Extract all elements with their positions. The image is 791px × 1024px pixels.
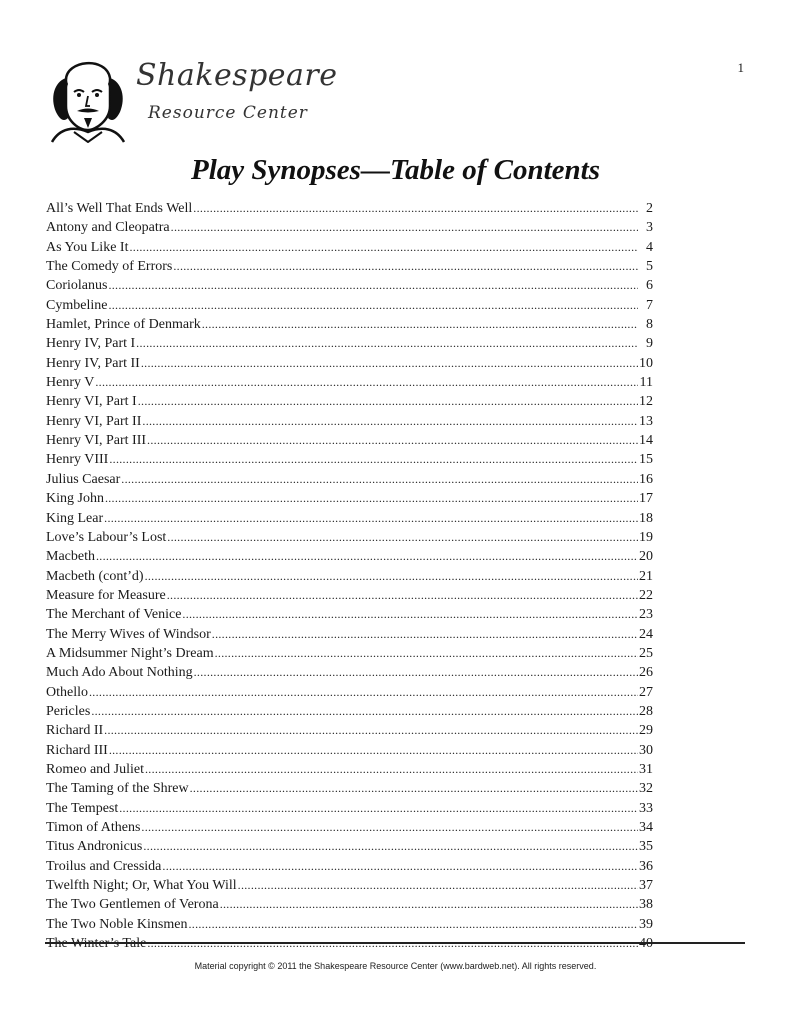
- toc-entry[interactable]: [46, 238, 653, 257]
- toc-entry-title: The Tempest: [46, 800, 119, 816]
- toc-entry[interactable]: [46, 470, 653, 489]
- toc-entry-title: Richard II: [46, 723, 104, 739]
- toc-entry-page: 36: [639, 858, 653, 874]
- toc-entry-page: 21: [639, 568, 653, 584]
- toc-entry[interactable]: [46, 450, 653, 469]
- toc-entry-title: Love’s Labour’s Lost: [46, 529, 167, 545]
- toc-dot-leader: [104, 721, 638, 740]
- toc-entry-page: 26: [639, 665, 653, 681]
- toc-dot-leader: [167, 586, 638, 605]
- toc-dot-leader: [145, 760, 638, 779]
- toc-entry[interactable]: [46, 876, 653, 895]
- toc-entry-page: 14: [639, 433, 653, 449]
- toc-dot-leader: [147, 431, 638, 450]
- toc-entry[interactable]: [46, 837, 653, 856]
- toc-entry-title: Hamlet, Prince of Denmark: [46, 317, 201, 333]
- toc-entry-page: 30: [639, 742, 653, 758]
- toc-entry-page: 4: [646, 239, 653, 255]
- toc-entry-page: 22: [639, 587, 653, 603]
- toc-entry[interactable]: [46, 779, 653, 798]
- toc-entry-page: 15: [639, 452, 653, 468]
- toc-entry-title: The Merry Wives of Windsor: [46, 626, 211, 642]
- toc-entry[interactable]: [46, 605, 653, 624]
- toc-entry[interactable]: [46, 373, 653, 392]
- toc-entry[interactable]: [46, 412, 653, 431]
- toc-entry[interactable]: [46, 199, 653, 218]
- toc-entry-title: Troilus and Cressida: [46, 858, 162, 874]
- toc-dot-leader: [188, 915, 638, 934]
- toc-entry-page: 10: [639, 355, 653, 371]
- toc-entry-page: 38: [639, 897, 653, 913]
- toc-dot-leader: [182, 605, 638, 624]
- toc-entry-page: 8: [646, 317, 653, 333]
- toc-entry-title: Cymbeline: [46, 297, 108, 313]
- toc-entry-page: 11: [639, 375, 653, 391]
- toc-entry-title: Henry IV, Part I: [46, 336, 136, 352]
- table-of-contents: [46, 199, 653, 953]
- toc-dot-leader: [220, 895, 638, 914]
- toc-dot-leader: [141, 818, 638, 837]
- toc-entry-title: The Two Noble Kinsmen: [46, 916, 188, 932]
- toc-entry-page: 39: [639, 916, 653, 932]
- toc-entry[interactable]: [46, 818, 653, 837]
- toc-dot-leader: [212, 625, 638, 644]
- toc-entry[interactable]: [46, 895, 653, 914]
- toc-entry[interactable]: [46, 528, 653, 547]
- toc-entry[interactable]: [46, 586, 653, 605]
- logo-wordmark: Shakespeare: [136, 58, 338, 93]
- toc-entry-page: 16: [639, 471, 653, 487]
- toc-dot-leader: [95, 373, 638, 392]
- toc-entry-page: 35: [639, 839, 653, 855]
- toc-entry[interactable]: [46, 354, 653, 373]
- toc-entry-title: All’s Well That Ends Well: [46, 201, 193, 216]
- toc-entry-page: 2: [646, 201, 653, 216]
- toc-entry-page: 12: [639, 394, 653, 410]
- logo-subtitle: Resource Center: [148, 103, 308, 123]
- toc-dot-leader: [215, 644, 638, 663]
- toc-entry[interactable]: [46, 296, 653, 315]
- toc-entry-title: Henry VI, Part II: [46, 413, 142, 429]
- toc-entry[interactable]: [46, 489, 653, 508]
- toc-entry-page: 32: [639, 781, 653, 797]
- toc-dot-leader: [162, 857, 638, 876]
- shakespeare-portrait-icon: [44, 48, 136, 143]
- toc-dot-leader: [145, 567, 638, 586]
- toc-entry-page: 5: [646, 259, 653, 275]
- toc-entry-page: 31: [639, 761, 653, 777]
- toc-entry[interactable]: [46, 741, 653, 760]
- toc-entry-page: 37: [639, 878, 653, 894]
- toc-entry-page: 3: [646, 220, 653, 236]
- toc-dot-leader: [104, 509, 638, 528]
- toc-entry-page: 27: [639, 684, 653, 700]
- toc-entry-title: Macbeth: [46, 549, 95, 565]
- toc-entry-title: Twelfth Night; Or, What You Will: [46, 878, 237, 894]
- toc-entry-title: Much Ado About Nothing: [46, 665, 193, 681]
- toc-dot-leader: [167, 528, 638, 547]
- footer-divider: [45, 942, 745, 944]
- toc-entry[interactable]: [46, 218, 653, 237]
- toc-entry-title: Antony and Cleopatra: [46, 220, 170, 236]
- toc-entry-title: Coriolanus: [46, 278, 108, 294]
- toc-entry-page: 24: [639, 626, 653, 642]
- toc-dot-leader: [194, 663, 638, 682]
- toc-entry[interactable]: [46, 257, 653, 276]
- toc-entry-page: 6: [646, 278, 653, 294]
- toc-dot-leader: [89, 683, 638, 702]
- toc-entry[interactable]: [46, 431, 653, 450]
- toc-dot-leader: [190, 779, 638, 798]
- toc-entry-title: Henry V: [46, 375, 95, 391]
- toc-dot-leader: [138, 392, 638, 411]
- toc-entry-title: Henry VI, Part I: [46, 394, 137, 410]
- toc-entry[interactable]: [46, 663, 653, 682]
- toc-entry[interactable]: [46, 315, 653, 334]
- toc-entry-title: Romeo and Juliet: [46, 761, 144, 777]
- toc-dot-leader: [143, 837, 638, 856]
- toc-entry-title: King John: [46, 491, 104, 507]
- toc-entry-title: The Merchant of Venice: [46, 607, 182, 623]
- toc-dot-leader: [193, 199, 638, 218]
- footer-copyright: Material copyright © 2011 the Shakespeare Resource Center (www.bardweb.net). All rights reserved.: [194, 961, 597, 971]
- toc-entry-page: 19: [639, 529, 653, 545]
- toc-entry[interactable]: [46, 567, 653, 586]
- toc-entry-page: 20: [639, 549, 653, 565]
- toc-dot-leader: [119, 799, 638, 818]
- toc-entry-page: 33: [639, 800, 653, 816]
- toc-entry[interactable]: [46, 547, 653, 566]
- logo: [44, 48, 338, 148]
- toc-entry-title: Othello: [46, 684, 88, 700]
- toc-entry[interactable]: [46, 721, 653, 740]
- toc-entry[interactable]: [46, 625, 653, 644]
- toc-entry-page: 25: [639, 645, 653, 661]
- toc-entry-title: Henry VI, Part III: [46, 433, 147, 449]
- toc-entry-title: The Two Gentlemen of Verona: [46, 897, 219, 913]
- toc-entry-title: Timon of Athens: [46, 820, 141, 835]
- toc-dot-leader: [91, 702, 638, 721]
- toc-entry[interactable]: [46, 392, 653, 411]
- toc-entry-title: Pericles: [46, 703, 91, 719]
- toc-entry[interactable]: [46, 857, 653, 876]
- toc-dot-leader: [129, 238, 638, 257]
- toc-dot-leader: [121, 470, 638, 489]
- toc-dot-leader: [141, 354, 638, 373]
- toc-dot-leader: [109, 450, 638, 469]
- toc-entry-title: Measure for Measure: [46, 587, 166, 603]
- toc-dot-leader: [202, 315, 638, 334]
- toc-entry-page: 23: [639, 607, 653, 623]
- toc-dot-leader: [142, 412, 638, 431]
- toc-entry-title: The Comedy of Errors: [46, 259, 173, 275]
- toc-dot-leader: [105, 489, 638, 508]
- toc-dot-leader: [171, 218, 638, 237]
- toc-dot-leader: [96, 547, 638, 566]
- toc-entry[interactable]: [46, 276, 653, 295]
- toc-entry-title: As You Like It: [46, 239, 129, 255]
- toc-entry-title: Titus Andronicus: [46, 839, 143, 855]
- toc-entry-title: Henry IV, Part II: [46, 355, 140, 371]
- toc-entry-title: King Lear: [46, 510, 104, 526]
- toc-entry-page: 7: [646, 297, 653, 313]
- toc-dot-leader: [108, 276, 638, 295]
- toc-entry[interactable]: [46, 799, 653, 818]
- toc-dot-leader: [109, 741, 638, 760]
- toc-entry-title: The Taming of the Shrew: [46, 781, 189, 797]
- toc-entry[interactable]: [46, 644, 653, 663]
- toc-dot-leader: [108, 296, 638, 315]
- toc-dot-leader: [173, 257, 638, 276]
- toc-entry-title: A Midsummer Night’s Dream: [46, 645, 214, 661]
- toc-entry[interactable]: [46, 683, 653, 702]
- toc-entry-page: 9: [646, 336, 653, 352]
- toc-entry-page: 28: [639, 703, 653, 719]
- toc-dot-leader: [238, 876, 638, 895]
- toc-entry-title: Julius Caesar: [46, 471, 121, 487]
- toc-entry-title: Richard III: [46, 742, 108, 758]
- toc-entry-page: 13: [639, 413, 653, 429]
- toc-entry-page: 34: [639, 820, 653, 835]
- toc-entry-title: Macbeth (cont’d): [46, 568, 144, 584]
- page-number: 1: [737, 60, 744, 75]
- toc-entry[interactable]: [46, 509, 653, 528]
- toc-dot-leader: [136, 334, 638, 353]
- page-title: Play Synopses—Table of Contents: [191, 154, 600, 186]
- toc-entry[interactable]: [46, 334, 653, 353]
- toc-entry-page: 17: [639, 491, 653, 507]
- toc-entry-page: 18: [639, 510, 653, 526]
- toc-entry-page: 29: [639, 723, 653, 739]
- toc-entry[interactable]: [46, 760, 653, 779]
- toc-entry[interactable]: [46, 702, 653, 721]
- toc-entry[interactable]: [46, 915, 653, 934]
- toc-entry-title: Henry VIII: [46, 452, 109, 468]
